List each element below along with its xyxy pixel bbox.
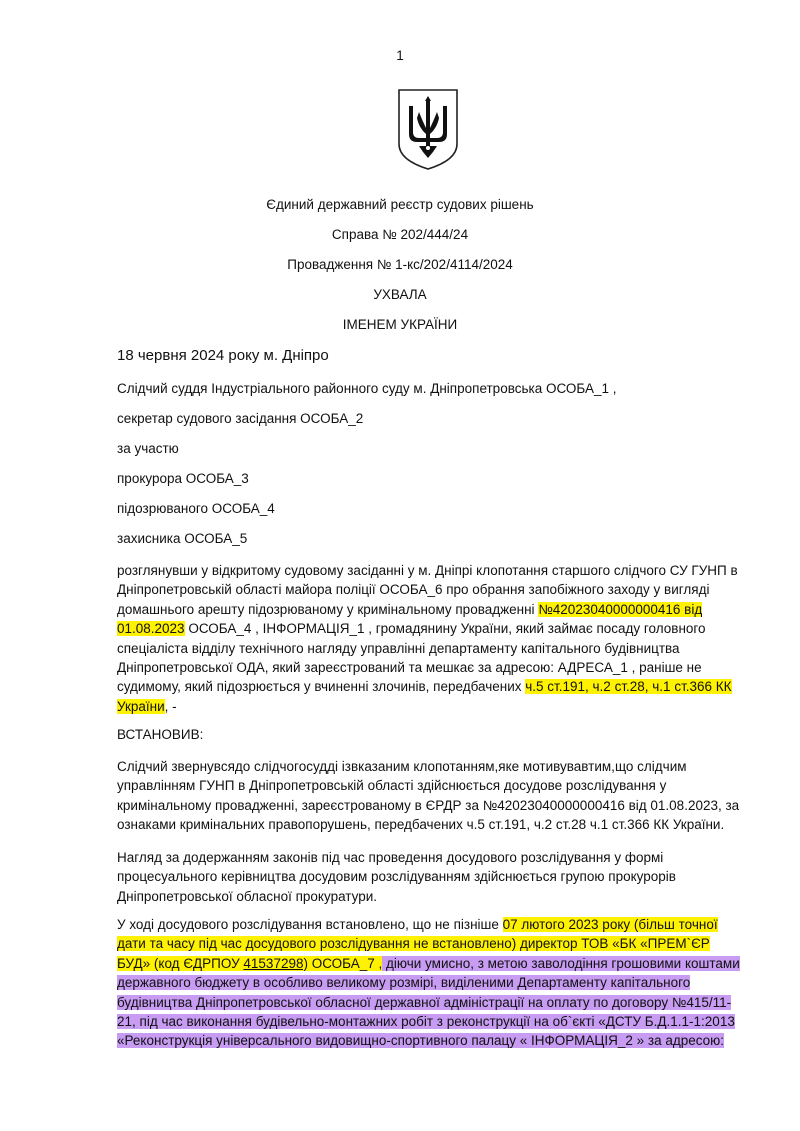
defender-line: захисника ОСОБА_5 — [117, 531, 248, 546]
prosecutor-line: прокурора ОСОБА_3 — [117, 471, 249, 486]
facts-purple-highlight: діючи умисно, з метою заволодіння грошовими коштами державного бюджету в особливо великому розмірі, виділеними Департаменту капітального будівництва Дніпропетровської обласної державної адміністрації на оплату по договору №415/11-21, під час виконання будівельно-монтажних робіт з реконструкції на об`єкті «ДСТУ Б.Д.1.1-1:2013 «Реконструкція універсального видовищно-спортивного палацу « ІНФОРМАЦІЯ_2 » за адресою: — [117, 955, 740, 1049]
registry-title: Єдиний державний реєстр судових рішень — [266, 197, 534, 212]
paragraph-facts — [117, 915, 742, 1051]
paragraph-supervision: Нагляд за додержанням законів під час проведення досудового розслідування у формі процесуального керівництва досудовим розслідуванням здійснюється групою прокурорів Дніпропетровської обласної прокуратури. — [117, 850, 676, 904]
page-number: 1 — [396, 48, 404, 63]
suspect-line: підозрюваного ОСОБА_4 — [117, 501, 275, 516]
facts-person-highlight: ) ОСОБА_7 , — [303, 955, 383, 971]
intro-text-3: , - — [164, 698, 177, 714]
criminal-articles-highlight: ч.5 ст.191, ч.2 ст.28, ч.1 ст.366 КК України — [117, 679, 732, 714]
document-type: УХВАЛА — [373, 287, 427, 302]
established-heading: ВСТАНОВИВ: — [117, 727, 204, 742]
intro-text-2: ОСОБА_4 , ІНФОРМАЦІЯ_1 , громадянину України, який займає посаду головного спеціаліста відділу технічного нагляду управлінні департаменту капітального будівництва Дніпропетровської ОДА, який зареєстрований та мешкає за адресою: АДРЕСА_1 , раніше не судимому, який підозрюється у вчиненні злочинів, передбачених — [117, 621, 706, 695]
case-reference-highlight: №42023040000000416 від 01.08.2023 — [117, 601, 703, 637]
judge-line: Слідчий суддя Індустріального районного суду м. Дніпропетровська ОСОБА_1 , — [117, 381, 617, 396]
intro-text-1: розглянувши у відкритому судовому засіданні у м. Дніпрі клопотання старшого слідчого СУ ГУНП в Дніпропетровській області майора поліції ОСОБА_6 про обрання запобіжного заходу у вигляді домашнього арешту підозрюваному у кримінальному провадженні — [117, 563, 738, 617]
facts-date-highlight: 07 лютого 2023 року (більш точної дати та часу під час досудового розслідування не встановлено) директор ТОВ «БК «ПРЕМ`ЄР БУД» (код ЄДРПОУ — [117, 917, 718, 971]
ukraine-coat-of-arms-icon — [397, 88, 459, 171]
facts-text-1: У ході досудового розслідування встановлено, що не пізніше — [117, 917, 503, 932]
proceeding-number: Провадження № 1-кс/202/4114/2024 — [287, 257, 513, 272]
paragraph-investigation: Слідчий звернувсядо слідчогосудді ізвказаним клопотанням,яке мотивувавтим,що слідчим управлінням ГУНП в Дніпропетровській області здійснюється досудове розслідування у кримінальному провадженні, зареєстрованому в ЄРДР за №42023040000000416 від 01.08.2023, за ознаками кримінальних правопорушень, передбачених ч.5 ст.191, ч.2 ст.28 ч.1 ст.366 КК України. — [117, 759, 740, 833]
with-participation-line: за участю — [117, 441, 179, 456]
secretary-line: секретар судового засідання ОСОБА_2 — [117, 411, 364, 426]
case-number: Справа № 202/444/24 — [331, 227, 469, 242]
intro-paragraph — [117, 561, 742, 716]
edrpou-code: 41537298 — [243, 955, 304, 971]
in-the-name-of-ukraine: ІМЕНЕМ УКРАЇНИ — [342, 317, 458, 332]
date-line: 18 червня 2024 року м. Дніпро — [117, 347, 329, 364]
